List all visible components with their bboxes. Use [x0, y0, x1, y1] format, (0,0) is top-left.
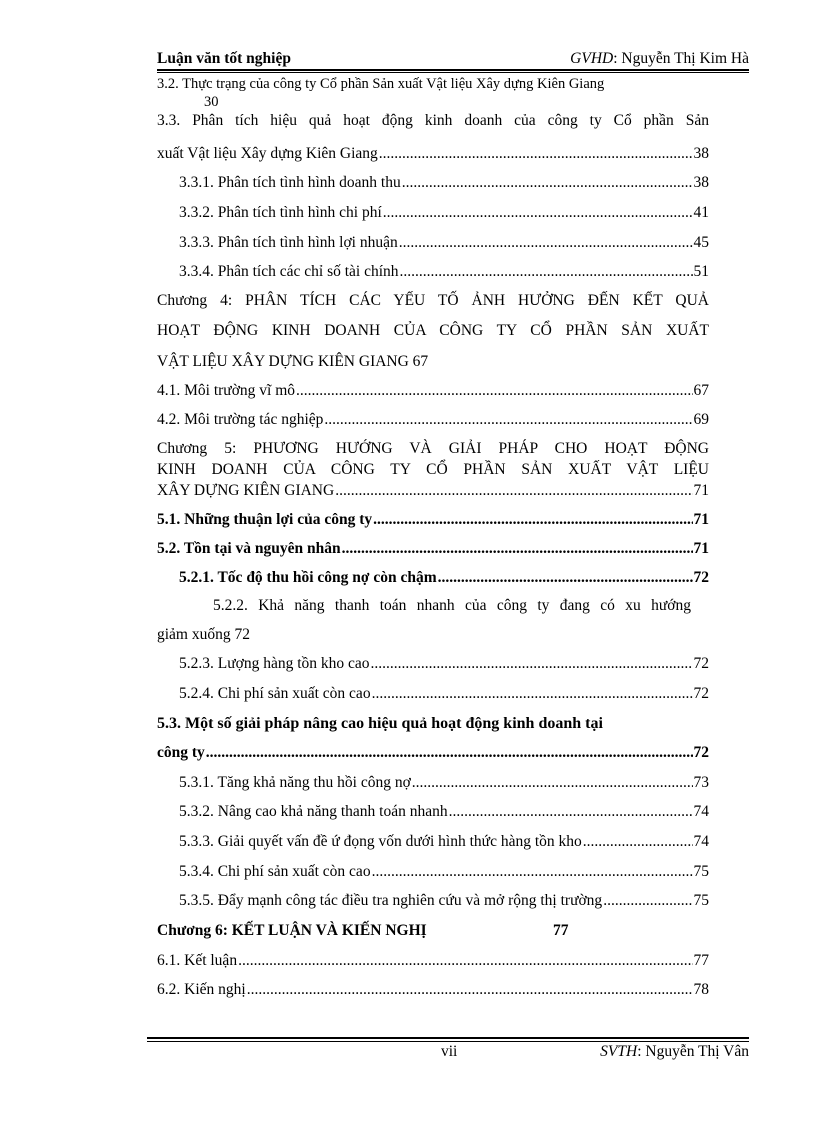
dot-leader: [296, 380, 692, 402]
toc-entry-text: Chương 6: KẾT LUẬN VÀ KIẾN NGHỊ: [157, 922, 427, 939]
toc-page-number: 51: [693, 263, 709, 280]
toc-entry-5-2-2-line1[interactable]: 5.2.2. Khả năng thanh toán nhanh của công ty đang có xu hướng: [213, 597, 691, 614]
toc-page-number: 72: [693, 744, 709, 761]
toc-entry-text: 5.3.5. Đẩy mạnh công tác điều tra nghiên cứu và mở rộng thị trường: [179, 892, 603, 909]
toc-entry-5-2-4[interactable]: [179, 683, 709, 705]
toc-page-number: 77: [553, 922, 569, 939]
toc-entry-6-1[interactable]: [157, 950, 709, 972]
toc-entry-text: 5.2.4. Chi phí sản xuất còn cao: [179, 685, 371, 702]
toc-page-number: 67: [693, 382, 709, 399]
toc-entry-5-3[interactable]: [157, 742, 709, 764]
toc-entry-text: 3.3.3. Phân tích tình hình lợi nhuận: [179, 234, 398, 251]
dot-leader: [324, 409, 692, 431]
dot-leader: [438, 567, 693, 589]
page-footer: [147, 1043, 749, 1063]
toc-entry-6-2[interactable]: [157, 979, 709, 1001]
toc-page-number: 71: [693, 540, 709, 557]
toc-entry-text: 3.3.4. Phân tích các chỉ số tài chính: [179, 263, 399, 280]
dot-leader: [383, 202, 693, 224]
student-abbrev: SVTH: [600, 1043, 638, 1060]
toc-entry-4-2[interactable]: [157, 409, 709, 431]
dot-leader: [402, 172, 693, 194]
toc-chapter-5-line2[interactable]: KINH DOANH CỦA CÔNG TY CỔ PHẦN SẢN XUẤT VẬT LIỆU: [157, 461, 709, 478]
toc-entry-3-3[interactable]: [157, 143, 709, 165]
toc-page-number: 38: [693, 145, 709, 162]
toc-entry-text: xuất Vật liệu Xây dựng Kiên Giang: [157, 145, 378, 162]
toc-entry-text: 5.3.3. Giải quyết vấn đề ứ đọng vốn dưới hình thức hàng tồn kho: [179, 833, 582, 850]
toc-page-number: 73: [693, 774, 709, 791]
toc-entry-5-2[interactable]: [157, 538, 709, 560]
toc-entry-text: 3.3.1. Phân tích tình hình doanh thu: [179, 174, 401, 191]
dot-leader: [371, 653, 693, 675]
dot-leader: [238, 950, 692, 972]
student-name: : Nguyễn Thị Vân: [637, 1043, 749, 1060]
toc-page-number: 71: [693, 511, 709, 528]
toc-entry-4-1[interactable]: [157, 380, 709, 402]
toc-entry-text: 5.3.2. Nâng cao khả năng thanh toán nhanh: [179, 803, 448, 820]
toc-entry-3-2-page[interactable]: 30: [204, 94, 219, 110]
toc-entry-3-3-3[interactable]: [179, 232, 709, 254]
toc-entry-text: 3.3.2. Phân tích tình hình chi phí: [179, 204, 382, 221]
toc-page-number: 38: [693, 174, 709, 191]
toc-entry-3-2-line1[interactable]: 3.2. Thực trạng của công ty Cổ phần Sản xuất Vật liệu Xây dựng Kiên Giang: [157, 76, 605, 92]
toc-entry-5-1[interactable]: [157, 509, 709, 531]
toc-page-number: 72: [693, 685, 709, 702]
toc-entry-text: công ty: [157, 744, 205, 761]
student-label: [600, 1043, 749, 1061]
toc-entry-text: XÂY DỰNG KIÊN GIANG: [157, 482, 335, 499]
toc-page-number: 78: [693, 981, 709, 998]
toc-page-number: 75: [693, 863, 709, 880]
dot-leader: [412, 772, 693, 794]
toc-page-number: 71: [693, 482, 709, 499]
toc-entry-text: 5.2.1. Tốc độ thu hồi công nợ còn chậm: [179, 569, 437, 586]
toc-entry-5-2-3[interactable]: [179, 653, 709, 675]
toc-entry-3-3-1[interactable]: [179, 172, 709, 194]
toc-page-number: 75: [693, 892, 709, 909]
dot-leader: [603, 890, 692, 912]
thesis-label: Luận văn tốt nghiệp: [157, 50, 291, 67]
toc-chapter-4-line1[interactable]: Chương 4: PHÂN TÍCH CÁC YẾU TỐ ẢNH HƯỞNG ĐẾN KẾT QUẢ: [157, 292, 709, 309]
toc-entry-text: 4.1. Môi trường vĩ mô: [157, 382, 296, 399]
toc-entry-text: 5.1. Những thuận lợi của công ty: [157, 511, 373, 528]
dot-leader: [206, 742, 693, 764]
dot-leader: [449, 801, 693, 823]
toc-chapter-6[interactable]: [157, 920, 709, 942]
toc-entry-3-3-2[interactable]: [179, 202, 709, 224]
dot-leader: [400, 261, 693, 283]
toc-page-number: 72: [693, 569, 709, 586]
toc-entry-5-3-2[interactable]: [179, 801, 709, 823]
advisor-name: : Nguyễn Thị Kim Hà: [613, 50, 749, 67]
toc-entry-text: 6.2. Kiến nghị: [157, 981, 246, 998]
toc-chapter-4-line2[interactable]: HOẠT ĐỘNG KINH DOANH CỦA CÔNG TY CỔ PHẦN SẢN XUẤT: [157, 322, 709, 339]
toc-entry-5-2-2-line2[interactable]: giảm xuống 72: [157, 626, 250, 643]
toc-entry-text: 5.2.3. Lượng hàng tồn kho cao: [179, 655, 370, 672]
toc-page-number: 74: [693, 803, 709, 820]
toc-chapter-5-line1[interactable]: Chương 5: PHƯƠNG HƯỚNG VÀ GIẢI PHÁP CHO HOẠT ĐỘNG: [157, 440, 709, 457]
dot-leader: [247, 979, 693, 1001]
dot-leader: [399, 232, 693, 254]
toc-entry-5-3-3[interactable]: [179, 831, 709, 853]
toc-entry-5-3-5[interactable]: [179, 890, 709, 912]
toc-entry-5-3-4[interactable]: [179, 861, 709, 883]
footer-rule-thin: [147, 1041, 749, 1042]
dot-leader: [583, 831, 693, 853]
toc-entry-5-2-1[interactable]: [179, 567, 709, 589]
toc-page-number: 72: [693, 655, 709, 672]
toc-entry-text: 4.2. Môi trường tác nghiệp: [157, 411, 324, 428]
toc-entry-text: 5.3.4. Chi phí sản xuất còn cao: [179, 863, 371, 880]
footer-rule: [147, 1037, 749, 1039]
page-number: vii: [441, 1043, 458, 1060]
dot-leader: [335, 481, 692, 501]
dot-leader: [373, 509, 692, 531]
toc-entry-3-3-line1[interactable]: 3.3. Phân tích hiệu quả hoạt động kinh doanh của công ty Cổ phần Sản: [157, 112, 709, 129]
dot-leader: [372, 683, 693, 705]
toc-entry-text: 5.3.1. Tăng khả năng thu hồi công nợ: [179, 774, 411, 791]
toc-page-number: 41: [693, 204, 709, 221]
toc-entry-3-3-4[interactable]: [179, 261, 709, 283]
dot-leader: [379, 143, 693, 165]
dot-leader: [342, 538, 693, 560]
toc-entry-text: 6.1. Kết luận: [157, 952, 238, 969]
toc-page-number: 69: [693, 411, 709, 428]
toc-entry-5-3-1[interactable]: [179, 772, 709, 794]
toc-chapter-5[interactable]: [157, 481, 709, 501]
toc-entry-5-3-line1[interactable]: 5.3. Một số giải pháp nâng cao hiệu quả hoạt động kinh doanh tại: [157, 715, 603, 732]
dot-leader: [372, 861, 693, 883]
toc-page-number: 45: [693, 234, 709, 251]
toc-entry-text: 5.2. Tồn tại và nguyên nhân: [157, 540, 341, 557]
toc-chapter-4-line3[interactable]: VẬT LIỆU XÂY DỰNG KIÊN GIANG 67: [157, 353, 429, 370]
toc-page-number: 74: [693, 833, 709, 850]
toc-page-number: 77: [693, 952, 709, 969]
advisor-abbrev: GVHD: [570, 50, 614, 67]
